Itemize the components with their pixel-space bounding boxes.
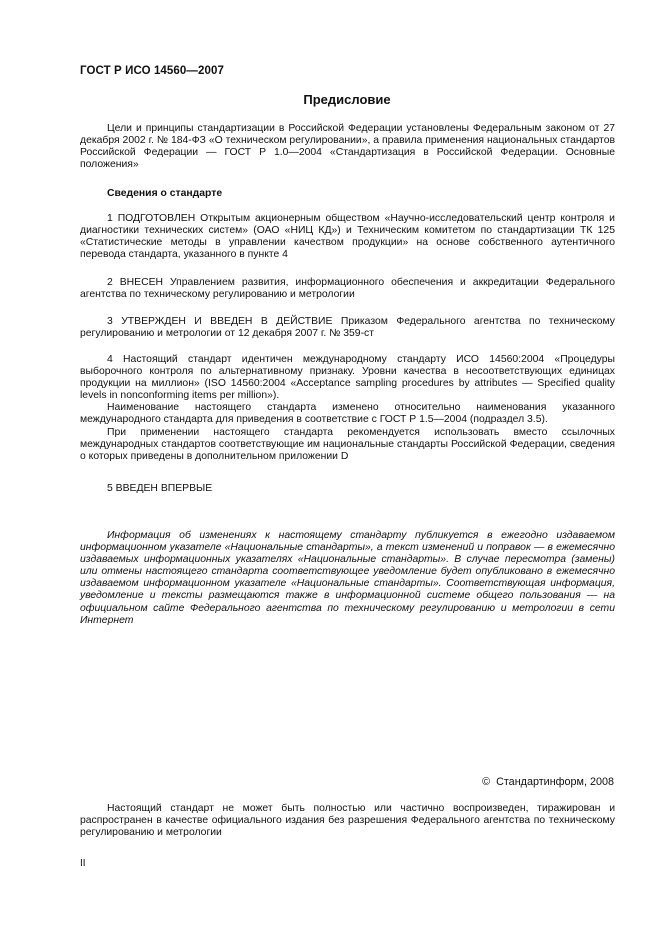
item-4-extra-paragraph-1: Наименование настоящего стандарта изменено относительно наименования указанного международного стандарта для приведения в соответствие с ГОСТ Р 1.5—2004 (подраздел 3.5).	[80, 402, 615, 426]
item-4-paragraph: 4 Настоящий стандарт идентичен международному стандарту ИСО 14560:2004 «Процедуры выборочного контроля по альтернативному признаку. Уровни качества в несоответствующих единицах продукции на миллион» (ISO 14560:2004 «Acceptance sampling procedures by attributes — Specified quality levels in nonconforming items per million»).	[80, 354, 615, 402]
reproduction-notice-paragraph: Настоящий стандарт не может быть полностью или частично воспроизведен, тиражирован и распространен в качестве официального издания без разрешения Федерального агентства по техническому регулированию и метрологии	[80, 803, 615, 839]
item-1-block	[80, 213, 615, 261]
copyright-symbol: ©	[482, 776, 491, 788]
copyright-notice	[482, 776, 614, 788]
page-number: II	[80, 858, 86, 869]
item-3-block	[80, 316, 615, 340]
intro-paragraph: Цели и принципы стандартизации в Российской Федерации установлены Федеральным законом от 27 декабря 2002 г. № 184-ФЗ «О техническом регулировании», а правила применения национальных стандартов Российской Федерации — ГОСТ Р 1.0—2004 «Стандартизация в Российской Федерации. Основные положения»	[80, 123, 615, 171]
item-2-paragraph: 2 ВНЕСЕН Управлением развития, информационного обеспечения и аккредитации Федерального агентства по техническому регулированию и метрологии	[80, 277, 615, 301]
reproduction-notice-block	[80, 803, 615, 839]
item-3-paragraph: 3 УТВЕРЖДЕН И ВВЕДЕН В ДЕЙСТВИЕ Приказом Федерального агентства по техническому регулированию и метрологии от 12 декабря 2007 г. № 359-ст	[80, 316, 615, 340]
item-1-paragraph: 1 ПОДГОТОВЛЕН Открытым акционерным обществом «Научно-исследовательский центр контроля и диагностики технических систем» (ОАО «НИЦ КД») и Техническим комитетом по стандартизации ТК 125 «Статистические методы в управлении качеством продукции» на основе собственного аутентичного перевода стандарта, указанного в пункте 4	[80, 213, 615, 261]
item-5-paragraph: 5 ВВЕДЕН ВПЕРВЫЕ	[107, 483, 213, 494]
info-notice-block	[80, 530, 615, 627]
intro-paragraph-block	[80, 123, 615, 171]
info-notice-paragraph: Информация об изменениях к настоящему стандарту публикуется в ежегодно издаваемом информационном указателе «Национальные стандарты», а текст изменений и поправок — в ежемесячно издаваемых информационных указателях «Национальные стандарты». В случае пересмотра (замены) или отмены настоящего стандарта соответствующее уведомление будет опубликовано в ежемесячно издаваемом информационном указателе «Национальные стандарты». Соответствующая информация, уведомление и тексты размещаются также в информационной системе общего пользования — на официальном сайте Федерального агентства по техническому регулированию и метрологии в сети Интернет	[80, 530, 615, 626]
standard-info-heading: Сведения о стандарте	[107, 188, 223, 199]
item-2-block	[80, 277, 615, 301]
copyright-text: Стандартинформ, 2008	[496, 776, 614, 788]
item-4-extra-paragraph-2: При применении настоящего стандарта рекомендуется использовать вместо ссылочных международных стандартов соответствующие им национальные стандарты Российской Федерации, сведения о которых приведены в дополнительном приложении D	[80, 426, 615, 462]
item-5-block	[80, 483, 615, 495]
page-title: Предисловие	[303, 92, 391, 107]
item-4-block	[80, 354, 615, 463]
document-id-header: ГОСТ Р ИСО 14560—2007	[80, 65, 225, 77]
